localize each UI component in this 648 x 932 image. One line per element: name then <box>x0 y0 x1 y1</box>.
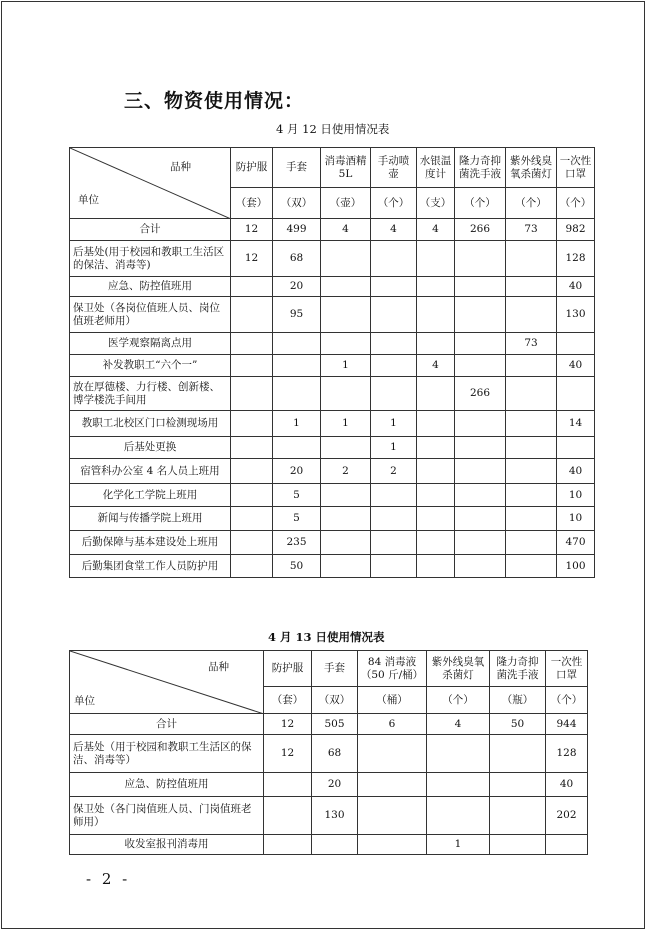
column-unit: （套） <box>264 687 312 714</box>
cell-value: 20 <box>273 277 321 297</box>
cell-value <box>506 484 557 507</box>
cell-value <box>455 437 506 459</box>
table-row <box>70 277 595 297</box>
table-row <box>70 555 595 578</box>
column-header: 紫外线臭氧 杀菌灯 <box>427 651 490 687</box>
column-header: 紫外线臭 氧杀菌灯 <box>506 148 557 188</box>
column-unit: （个） <box>506 188 557 219</box>
table-row <box>70 484 595 507</box>
column-unit: （个） <box>557 188 595 219</box>
column-unit: （个） <box>546 687 588 714</box>
table-row <box>70 797 588 835</box>
cell-value <box>321 241 371 277</box>
cell-value <box>506 277 557 297</box>
cell-value: 4 <box>321 219 371 241</box>
cell-value <box>417 333 455 355</box>
table-row <box>70 297 595 333</box>
cell-value: 4 <box>371 219 417 241</box>
cell-value <box>321 484 371 507</box>
cell-value <box>231 437 273 459</box>
cell-value <box>506 377 557 411</box>
cell-value: 20 <box>273 459 321 484</box>
cell-value <box>264 797 312 835</box>
row-unit: 合计 <box>70 219 231 241</box>
cell-value: 12 <box>264 735 312 773</box>
cell-value <box>427 773 490 797</box>
row-unit: 后勤保障与基本建设处上班用 <box>70 531 231 555</box>
cell-value: 50 <box>273 555 321 578</box>
column-header: 一次性 口罩 <box>557 148 595 188</box>
row-unit: 后基处（用于校园和教职工生活区的保洁、消毒等） <box>70 735 264 773</box>
row-unit: 应急、防控值班用 <box>70 773 264 797</box>
row-unit: 放在厚德楼、力行楼、创新楼、博学楼洗手间用 <box>70 377 231 411</box>
cell-value: 20 <box>312 773 358 797</box>
cell-value <box>455 355 506 377</box>
column-unit: （双） <box>273 188 321 219</box>
column-header: 手动喷 壶 <box>371 148 417 188</box>
cell-value: 1 <box>427 835 490 855</box>
table-row <box>70 507 595 531</box>
cell-value: 505 <box>312 714 358 735</box>
cell-value: 12 <box>231 219 273 241</box>
cell-value <box>231 531 273 555</box>
cell-value: 128 <box>546 735 588 773</box>
cell-value <box>273 377 321 411</box>
column-unit: （个） <box>427 687 490 714</box>
cell-value <box>490 773 546 797</box>
cell-value <box>321 507 371 531</box>
cell-value: 5 <box>273 484 321 507</box>
cell-value: 2 <box>321 459 371 484</box>
cell-value: 10 <box>557 484 595 507</box>
table-row <box>70 531 595 555</box>
column-header: 84 消毒液 （50 斤/桶） <box>358 651 427 687</box>
cell-value <box>358 797 427 835</box>
cell-value <box>371 484 417 507</box>
cell-value <box>321 437 371 459</box>
cell-value: 40 <box>557 355 595 377</box>
cell-value <box>490 835 546 855</box>
cell-value: 944 <box>546 714 588 735</box>
cell-value: 202 <box>546 797 588 835</box>
cell-value <box>506 507 557 531</box>
cell-value: 95 <box>273 297 321 333</box>
cell-value: 1 <box>321 411 371 437</box>
cell-value <box>371 297 417 333</box>
cell-value <box>358 773 427 797</box>
cell-value <box>506 555 557 578</box>
cell-value <box>371 355 417 377</box>
cell-value: 266 <box>455 219 506 241</box>
corner-top-label: 品种 <box>208 661 229 673</box>
usage-table-apr13 <box>69 650 588 855</box>
cell-value <box>506 531 557 555</box>
cell-value: 499 <box>273 219 321 241</box>
cell-value: 4 <box>427 714 490 735</box>
cell-value <box>273 355 321 377</box>
diagonal-line <box>70 651 264 714</box>
cell-value: 6 <box>358 714 427 735</box>
row-unit: 宿管科办公室 4 名人员上班用 <box>70 459 231 484</box>
cell-value: 266 <box>455 377 506 411</box>
cell-value: 12 <box>264 714 312 735</box>
cell-value <box>455 241 506 277</box>
cell-value: 130 <box>557 297 595 333</box>
column-header: 手套 <box>273 148 321 188</box>
cell-value: 1 <box>273 411 321 437</box>
cell-value: 10 <box>557 507 595 531</box>
cell-value <box>312 835 358 855</box>
column-header: 一次性 口罩 <box>546 651 588 687</box>
cell-value <box>231 411 273 437</box>
cell-value: 68 <box>273 241 321 277</box>
row-unit: 后勤集团食堂工作人员防护用 <box>70 555 231 578</box>
cell-value <box>455 507 506 531</box>
cell-value <box>321 555 371 578</box>
cell-value <box>264 835 312 855</box>
corner-cell <box>70 651 264 714</box>
cell-value: 235 <box>273 531 321 555</box>
cell-value <box>506 297 557 333</box>
table-row <box>70 437 595 459</box>
table-row <box>70 773 588 797</box>
table-row <box>70 411 595 437</box>
table-row <box>70 459 595 484</box>
cell-value <box>231 555 273 578</box>
cell-value: 14 <box>557 411 595 437</box>
cell-value: 40 <box>557 459 595 484</box>
column-header: 隆力奇抑 菌洗手液 <box>455 148 506 188</box>
table2-caption: 4 月 13 日使用情况表 <box>268 630 385 644</box>
cell-value: 1 <box>321 355 371 377</box>
section-title: 三、物资使用情况： <box>124 90 305 112</box>
cell-value <box>455 333 506 355</box>
cell-value <box>321 531 371 555</box>
corner-cell <box>70 148 231 219</box>
table-row <box>70 835 588 855</box>
column-header: 防护服 <box>231 148 273 188</box>
column-header: 隆力奇抑 菌洗手液 <box>490 651 546 687</box>
cell-value <box>417 531 455 555</box>
row-unit: 应急、防控值班用 <box>70 277 231 297</box>
column-unit: （个） <box>455 188 506 219</box>
row-unit: 后基处更换 <box>70 437 231 459</box>
cell-value <box>455 277 506 297</box>
row-unit: 保卫处（各岗位值班人员、岗位值班老师用） <box>70 297 231 333</box>
header-row <box>70 651 588 687</box>
column-unit: （套） <box>231 188 273 219</box>
cell-value <box>231 277 273 297</box>
cell-value <box>358 735 427 773</box>
cell-value <box>371 241 417 277</box>
column-header: 水银温 度计 <box>417 148 455 188</box>
cell-value <box>321 277 371 297</box>
cell-value <box>455 555 506 578</box>
cell-value <box>417 555 455 578</box>
cell-value <box>273 437 321 459</box>
column-unit: （双） <box>312 687 358 714</box>
cell-value <box>557 377 595 411</box>
cell-value <box>417 484 455 507</box>
cell-value: 470 <box>557 531 595 555</box>
corner-bottom-label: 单位 <box>74 695 95 707</box>
cell-value: 73 <box>506 219 557 241</box>
cell-value: 2 <box>371 459 417 484</box>
row-unit: 教职工北校区门口检测现场用 <box>70 411 231 437</box>
cell-value: 68 <box>312 735 358 773</box>
cell-value <box>231 333 273 355</box>
cell-value: 1 <box>371 437 417 459</box>
cell-value <box>455 297 506 333</box>
row-unit: 后基处(用于校园和教职工生活区的保洁、消毒等) <box>70 241 231 277</box>
cell-value <box>231 297 273 333</box>
cell-value: 1 <box>371 411 417 437</box>
cell-value: 130 <box>312 797 358 835</box>
cell-value <box>417 507 455 531</box>
table-row <box>70 241 595 277</box>
cell-value <box>264 773 312 797</box>
cell-value <box>557 333 595 355</box>
cell-value <box>231 355 273 377</box>
table-row <box>70 333 595 355</box>
cell-value <box>321 377 371 411</box>
cell-value <box>273 333 321 355</box>
cell-value <box>371 531 417 555</box>
cell-value <box>417 277 455 297</box>
row-unit: 合计 <box>70 714 264 735</box>
cell-value: 128 <box>557 241 595 277</box>
cell-value: 50 <box>490 714 546 735</box>
cell-value <box>506 437 557 459</box>
column-unit: （桶） <box>358 687 427 714</box>
cell-value <box>231 484 273 507</box>
cell-value <box>455 484 506 507</box>
cell-value <box>427 735 490 773</box>
row-unit: 收发室报刊消毒用 <box>70 835 264 855</box>
cell-value <box>506 355 557 377</box>
cell-value <box>455 531 506 555</box>
row-unit: 医学观察隔离点用 <box>70 333 231 355</box>
cell-value <box>417 241 455 277</box>
cell-value <box>546 835 588 855</box>
cell-value: 40 <box>557 277 595 297</box>
corner-top-label: 品种 <box>170 161 191 173</box>
cell-value <box>321 333 371 355</box>
cell-value <box>506 241 557 277</box>
cell-value <box>506 459 557 484</box>
column-unit: （支） <box>417 188 455 219</box>
cell-value <box>455 459 506 484</box>
cell-value <box>371 555 417 578</box>
row-unit: 化学化工学院上班用 <box>70 484 231 507</box>
usage-table-apr12 <box>69 147 595 578</box>
cell-value <box>371 277 417 297</box>
cell-value <box>455 411 506 437</box>
cell-value: 40 <box>546 773 588 797</box>
cell-value <box>371 333 417 355</box>
cell-value <box>417 437 455 459</box>
row-unit: 保卫处（各门岗值班人员、门岗值班老师用） <box>70 797 264 835</box>
column-unit: （瓶） <box>490 687 546 714</box>
page-number: - 2 - <box>86 870 131 888</box>
cell-value <box>358 835 427 855</box>
cell-value: 982 <box>557 219 595 241</box>
table-row <box>70 219 595 241</box>
cell-value <box>321 297 371 333</box>
cell-value <box>231 377 273 411</box>
cell-value <box>417 377 455 411</box>
column-unit: （个） <box>371 188 417 219</box>
cell-value <box>490 735 546 773</box>
cell-value: 73 <box>506 333 557 355</box>
cell-value <box>557 437 595 459</box>
cell-value: 100 <box>557 555 595 578</box>
table-row <box>70 714 588 735</box>
table-row <box>70 735 588 773</box>
cell-value <box>417 411 455 437</box>
table1-caption: 4 月 12 日使用情况表 <box>276 122 390 136</box>
cell-value <box>417 459 455 484</box>
row-unit: 新闻与传播学院上班用 <box>70 507 231 531</box>
column-unit: （壶） <box>321 188 371 219</box>
cell-value: 4 <box>417 219 455 241</box>
cell-value: 4 <box>417 355 455 377</box>
column-header: 手套 <box>312 651 358 687</box>
cell-value <box>231 507 273 531</box>
header-row <box>70 148 595 188</box>
cell-value <box>231 459 273 484</box>
cell-value <box>371 377 417 411</box>
cell-value <box>506 411 557 437</box>
row-unit: 补发教职工“六个一” <box>70 355 231 377</box>
cell-value <box>490 797 546 835</box>
table-row <box>70 355 595 377</box>
cell-value <box>417 297 455 333</box>
cell-value <box>427 797 490 835</box>
column-header: 消毒酒精 5L <box>321 148 371 188</box>
table-row <box>70 377 595 411</box>
column-header: 防护服 <box>264 651 312 687</box>
diagonal-line <box>70 148 231 219</box>
cell-value <box>371 507 417 531</box>
corner-bottom-label: 单位 <box>78 194 99 206</box>
cell-value: 12 <box>231 241 273 277</box>
cell-value: 5 <box>273 507 321 531</box>
